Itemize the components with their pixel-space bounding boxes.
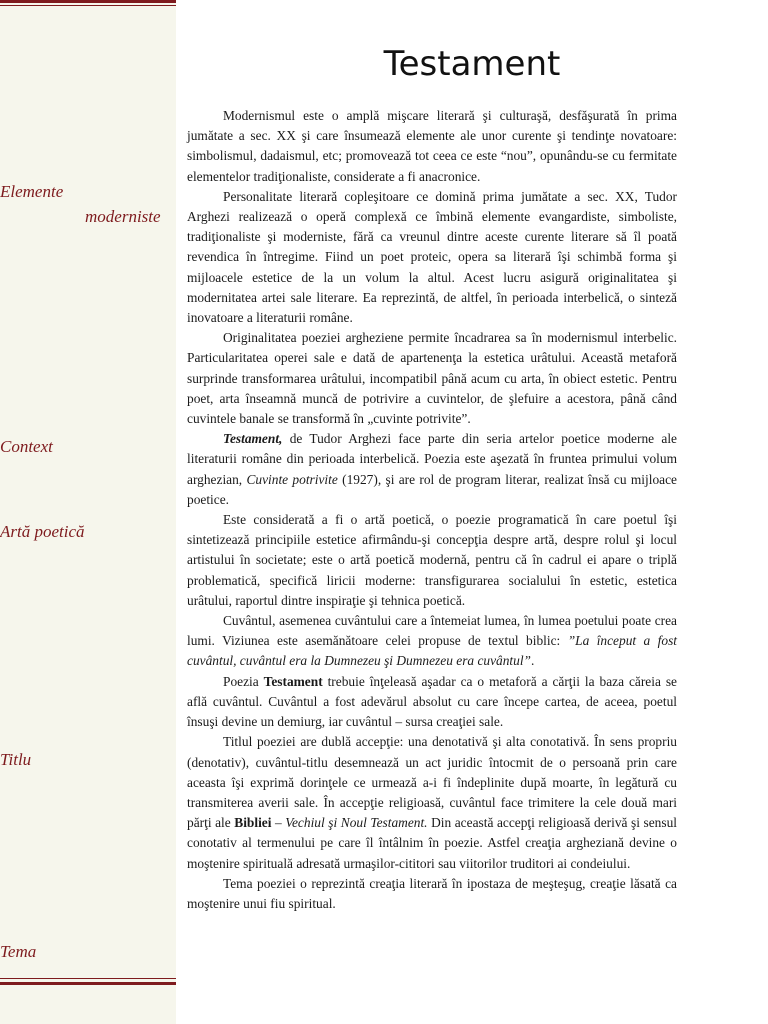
document-body: [187, 106, 677, 914]
paragraph-modernism: Modernismul este o amplă mişcare literară şi culturaşă, desfăşurată în prima jumătate a sec. XX şi care însumează elemente ale unor curente şi tendinţe novatoare: simbolismul, dadaismul, etc; promovează tot ceea ce este “nou”, opunându-se cu fermitate elementelor tradiţionaliste, considerate a fi anacronice.: [187, 108, 677, 184]
bottom-rule: [0, 982, 176, 985]
top-rule-thin: [0, 5, 176, 6]
paragraph-tema: Tema poeziei o reprezintă creaţia literară în ipostaza de meşteşug, creaţie lăsată ca moştenire unui fiu spiritual.: [187, 875, 677, 911]
page-title: Testament: [383, 44, 561, 84]
poem-title-bold: Testament: [263, 673, 323, 689]
margin-label-elemente: Elemente: [0, 182, 64, 201]
biblical-quote: ”La început a fost cuvântul, cuvântul era la Dumnezeu şi Dumnezeu era cuvântul”: [187, 633, 677, 669]
paragraph-personalitate: Personalitate literară copleşitoare ce domină prima jumătate a sec. XX, Tudor Arghezi realizează o operă complexă ce îmbină elemente evangardiste, simboliste, tradiţionaliste şi moderniste, fără ca vreunul dintre aceste curente literare să îl poată revendica în întregime. Fiind un poet proteic, opera sa literară îşi schimbă forma şi mijloacele estetice de la un volum la altul. Acest lucru asigură originalitatea şi modernitatea artei sale literare. Ea reprezintă, de altfel, în perioada interbelică, o sinteză inovatoare a literaturii române.: [187, 188, 677, 326]
margin-label-arta-poetica: Artă poetică: [0, 522, 85, 541]
poem-title-emphasis: Testament,: [223, 431, 283, 447]
paragraph-context-text-b: (1927), şi are rol de program literar, realizat însă cu mijloace poetice.: [187, 471, 677, 507]
paragraph-titlu-text-a: Titlul poeziei are dublă accepţie: una denotativă şi alta conotativă. În sens propriu (denotativ), cuvântul-titlu desemnează un act juridic întocmit de o persoană prin care aceasta îşi exprimă dorinţele ce urmează a-i fi îndeplinite după moarte, în legătură cu transmiterea averii sale. În accepţie religioasă, cuvântul face trimitere la cele două mari părţi ale: [187, 734, 677, 831]
bottom-rule-thin: [0, 978, 176, 979]
paragraph-arta-poetica: Este considerată a fi o artă poetică, o poezie programatică în care poetul îşi sintetizează principiile estetice afirmându-şi concepţia despre artă, despre rolul şi locul artistului în societate; este o artă poetică modernă, pentru că în cadrul ei apare o triplă problematică, specifică liricii moderne: transfigurarea socialului în estetic, estetica urâtului, raportul dintre inspiraţie şi tehnica poetică.: [187, 512, 677, 608]
paragraph-titlu-dash: –: [271, 815, 286, 831]
paragraph-metafora-text-a: Poezia: [223, 673, 264, 689]
paragraph-context: [187, 429, 677, 510]
paragraph-cuvantul: [187, 611, 677, 672]
bible-bold: Bibliei: [234, 815, 272, 831]
paragraph-metafora-text-b: trebuie înţeleasă aşadar ca o metaforă a cărţii la baza căreia se află cuvântul. Cuvântul a fost adevărul absolut cu care începe cartea, de aceea, poetul însuşi devine un demiurg, iar cuvântul – sursa creaţiei sale.: [187, 673, 678, 730]
paragraph-titlu: [187, 732, 677, 873]
margin-label-titlu: Titlu: [0, 750, 32, 769]
paragraph-cuvantul-text-b: .: [531, 653, 535, 669]
margin-label-moderniste: moderniste: [85, 207, 161, 226]
testaments-italic: Vechiul şi Noul Testament.: [285, 815, 428, 831]
paragraph-originalitate: Originalitatea poeziei argheziene permite încadrarea sa în modernismul interbelic. Particularitatea operei sale e dată de apartenenţa la estetica urâtului. Această metaforă surprinde transformarea urâtului, incompatibil până acum cu arta, în obiect estetic. Pentru poet, arta înseamnă muncă de potrivire a cuvintelor, de şlefuire a acestora, până când cuvintele banale se transformă în „cuvinte potrivite”.: [187, 330, 677, 427]
paragraph-context-text-a: de Tudor Arghezi face parte din seria artelor poetice moderne ale literaturii române din perioada interbelică. Poezia este aşezată în fruntea primului volum arghezian,: [187, 431, 677, 487]
volume-title: Cuvinte potrivite: [246, 471, 338, 487]
paragraph-metafora: [187, 672, 677, 733]
top-rule: [0, 0, 176, 3]
margin-label-tema: Tema: [0, 942, 37, 961]
paragraph-titlu-text-b: Din această accepţi religioasă derivă şi sensul conotativ al termenului pe care îl întâlnim în poezie. Astfel creaţia argheziană devine o moştenire spirituală adresată urmaşilor-cititori sau viitorilor truditori ai condeiului.: [187, 815, 678, 871]
margin-sidebar: [0, 0, 176, 1024]
margin-label-context: Context: [0, 437, 53, 456]
paragraph-cuvantul-text-a: Cuvântul, asemenea cuvântului care a întemeiat lumea, în lumea poetului poate crea lumi. Viziunea este asemănătoare celei propuse de textul biblic:: [187, 613, 677, 649]
